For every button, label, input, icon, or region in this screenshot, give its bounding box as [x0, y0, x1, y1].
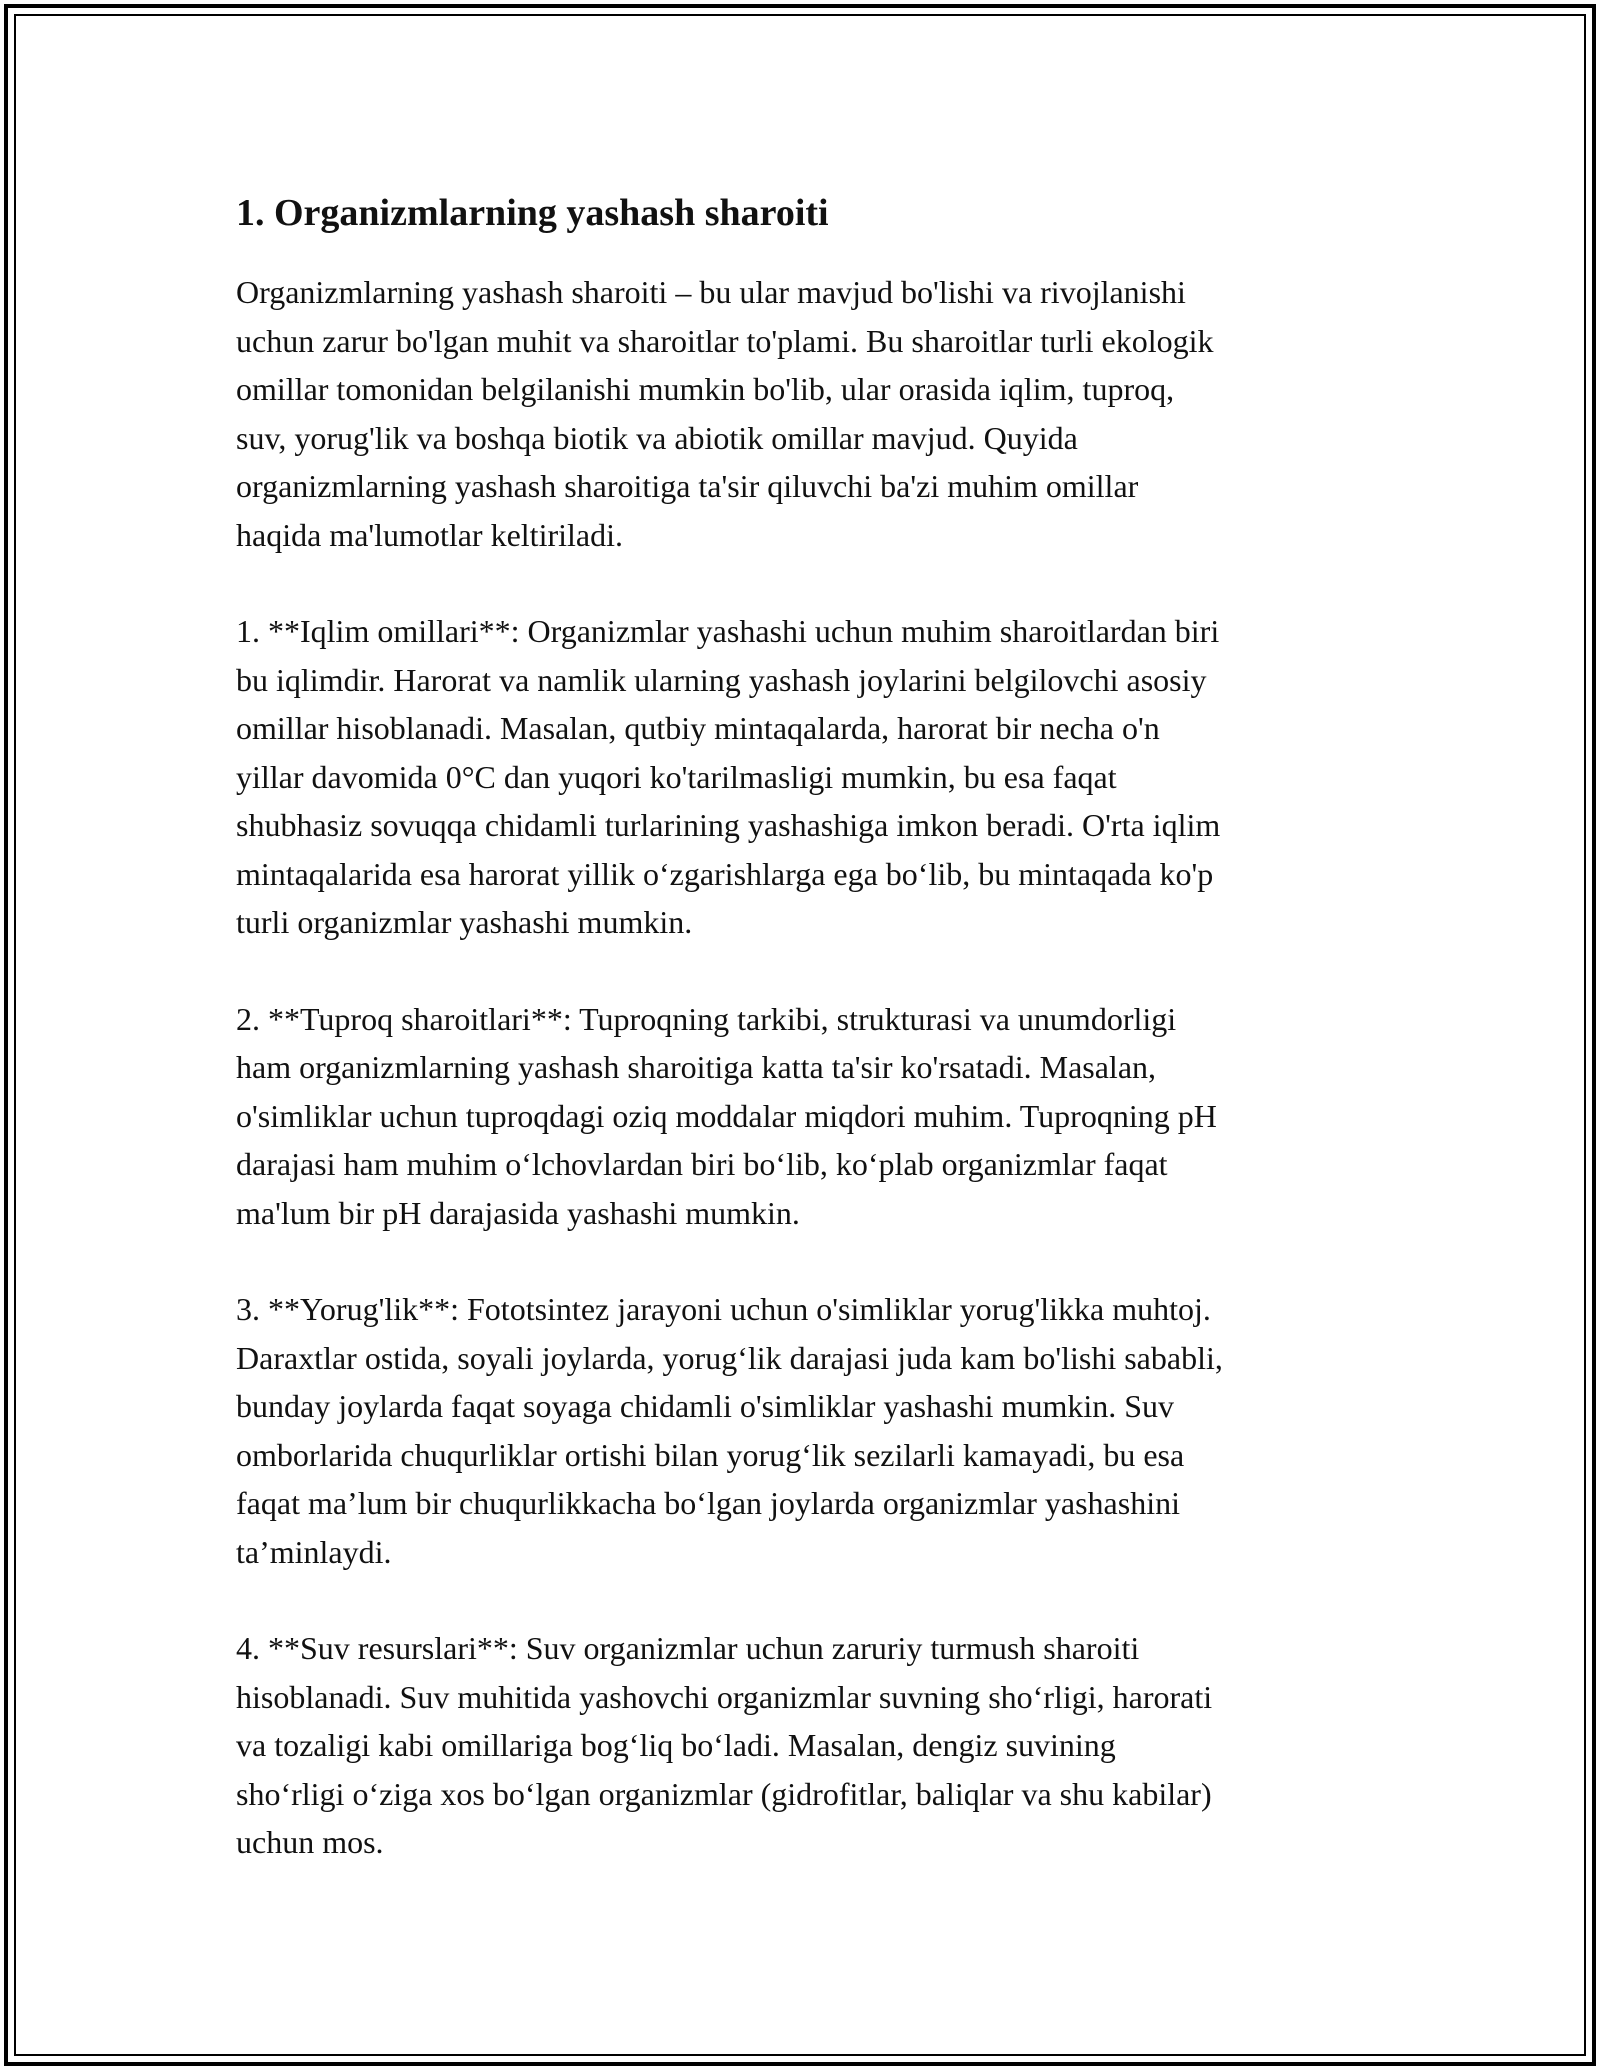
document-body: [236, 186, 1386, 1915]
paragraph-yoruglik: 3. **Yorug'lik**: Fototsintez jarayoni uchun o'simliklar yorug'likka muhtoj. Daraxtlar ostida, soyali joylarda, yorugʻlik darajasi juda kam bo'lishi sababli, bunday joylarda faqat soyaga chidamli o'simliklar yashashi mumkin. Suv omborlarida chuqurliklar ortishi bilan yorugʻlik sezilarli kamayadi, bu esa faqat ma’lum bir chuqurlikkacha boʻlgan joylarda organizmlar yashashini ta’minlaydi.: [236, 1291, 1223, 1570]
intro-paragraph: Organizmlarning yashash sharoiti – bu ular mavjud bo'lishi va rivojlanishi uchun zarur bo'lgan muhit va sharoitlar to'plami. Bu sharoitlar turli ekologik omillar tomonidan belgilanishi mumkin bo'lib, ular orasida iqlim, tuproq, suv, yorug'lik va boshqa biotik va abiotik omillar mavjud. Quyida organizmlarning yashash sharoitiga ta'sir qiluvchi ba'zi muhim omillar haqida ma'lumotlar keltiriladi.: [236, 274, 1214, 553]
paragraph-tuproq-sharoitlari: 2. **Tuproq sharoitlari**: Tuproqning tarkibi, strukturasi va unumdorligi ham organizmlarning yashash sharoitiga katta ta'sir ko'rsatadi. Masalan, o'simliklar uchun tuproqdagi oziq moddalar miqdori muhim. Tuproqning pH darajasi ham muhim oʻlchovlardan biri boʻlib, koʻplab organizmlar faqat ma'lum bir pH darajasida yashashi mumkin.: [236, 1000, 1217, 1231]
paragraph-iqlim-omillari: 1. **Iqlim omillari**: Organizmlar yashashi uchun muhim sharoitlardan biri bu iqlimdir. Harorat va namlik ularning yashash joylarini belgilovchi asosiy omillar hisoblanadi. Masalan, qutbiy mintaqalarda, harorat bir necha o'n yillar davomida 0°C dan yuqori ko'tarilmasligi mumkin, bu esa faqat shubhasiz sovuqqa chidamli turlarining yashashiga imkon beradi. O'rta iqlim mintaqalarida esa harorat yillik oʻzgarishlarga ega boʻlib, bu mintaqada ko'p turli organizmlar yashashi mumkin.: [236, 613, 1221, 940]
document-title: 1. Organizmlarning yashash sharoiti: [236, 192, 829, 234]
paragraph-suv-resurslari: 4. **Suv resurslari**: Suv organizmlar uchun zaruriy turmush sharoiti hisoblanadi. Suv muhitida yashovchi organizmlar suvning shoʻrligi, harorati va tozaligi kabi omillariga bogʻliq boʻladi. Masalan, dengiz suvining shoʻrligi oʻziga xos boʻlgan organizmlar (gidrofitlar, baliqlar va shu kabilar) uchun mos.: [236, 1630, 1213, 1860]
